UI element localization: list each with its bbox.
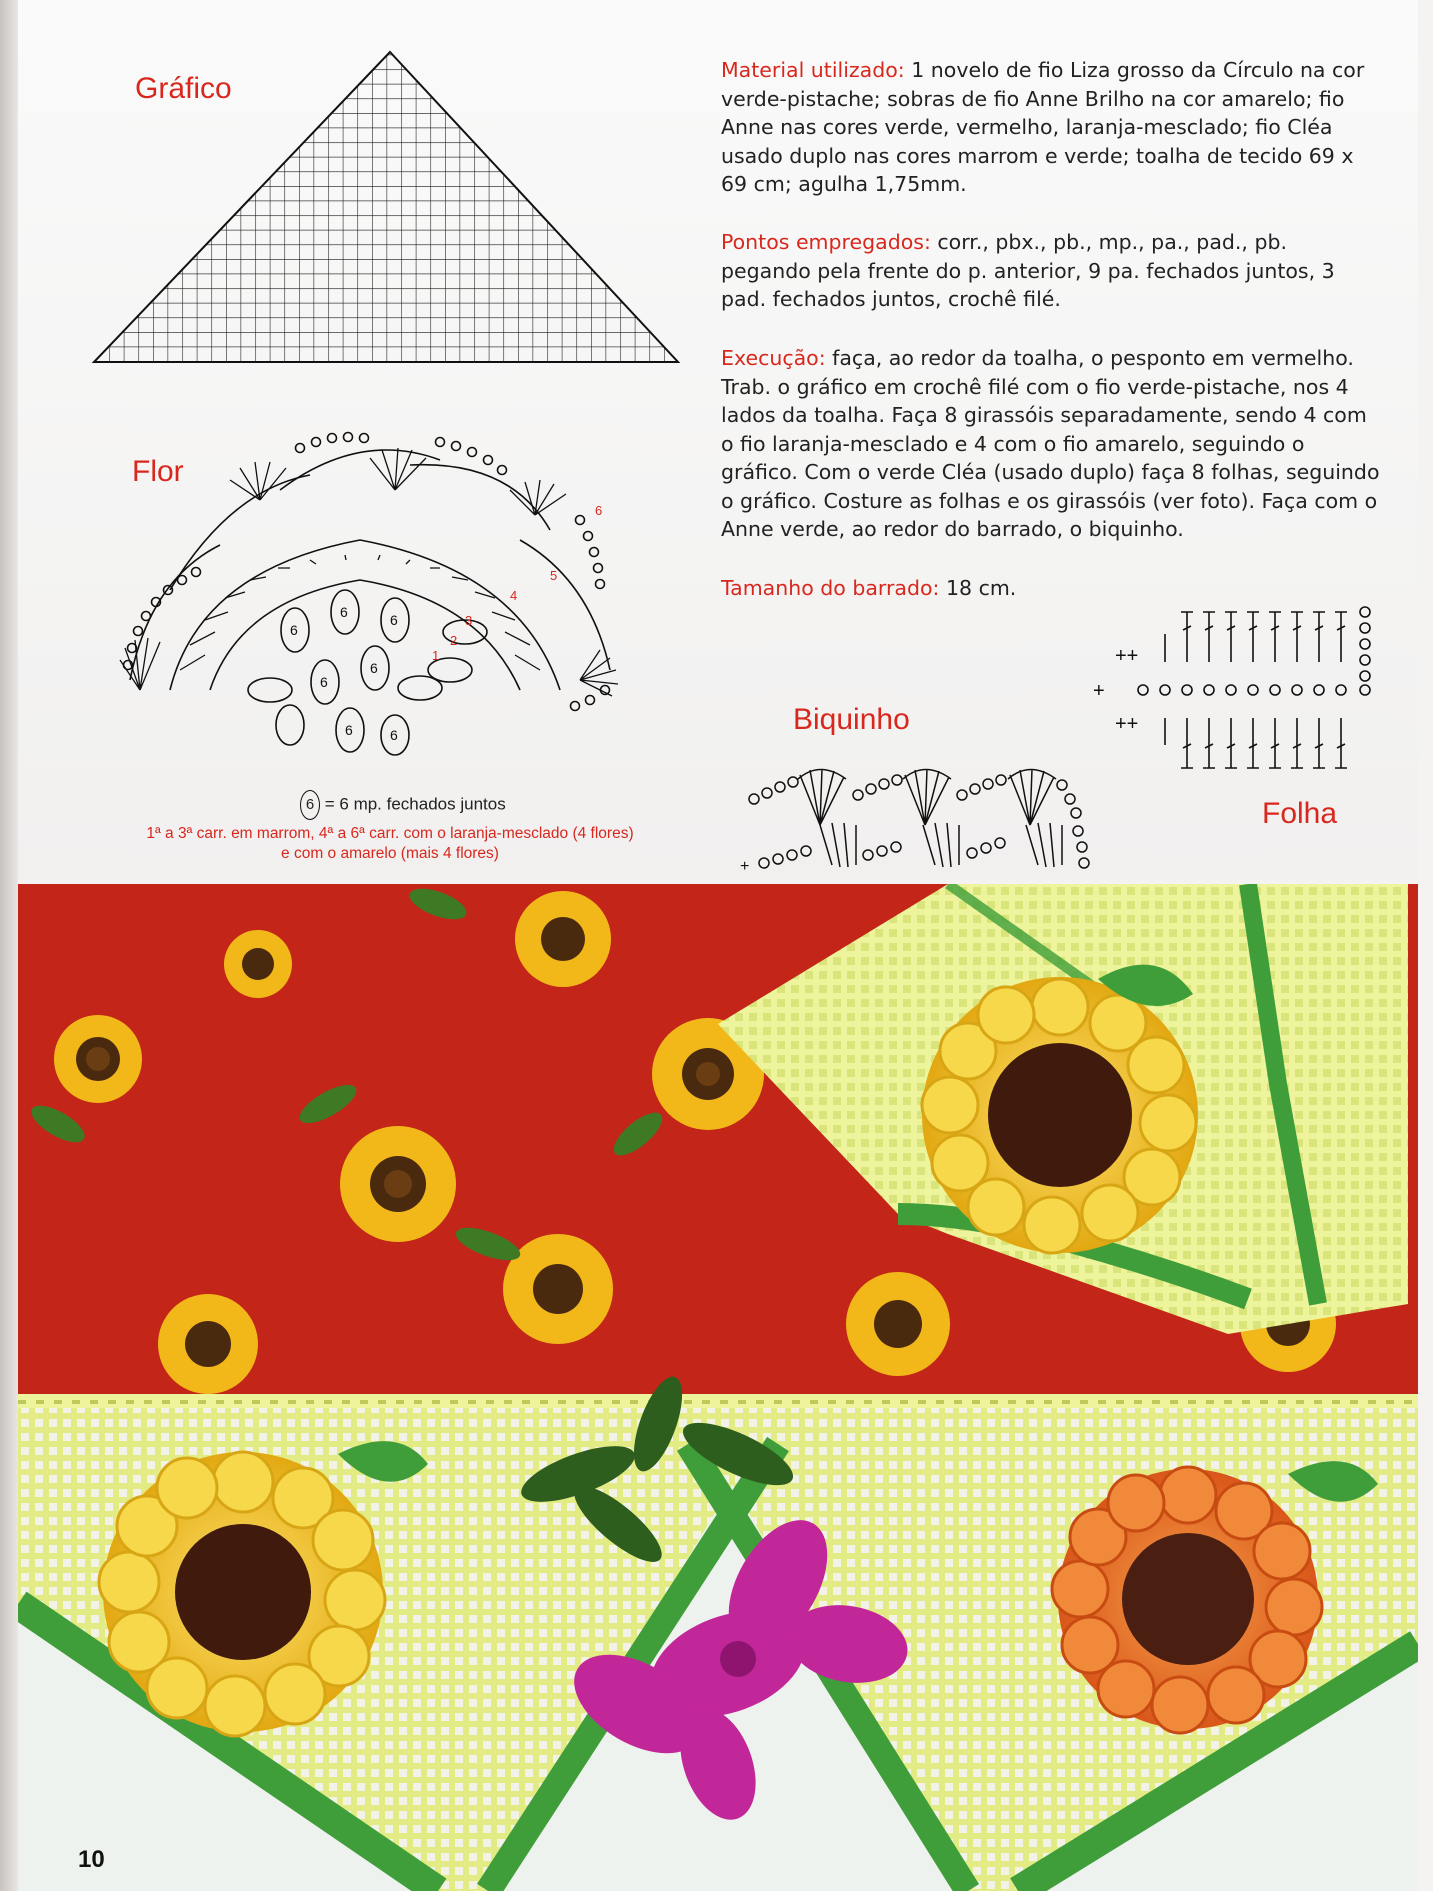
materials-paragraph [721,56,1381,199]
picot-edging-diagram [740,755,1140,880]
round-number-4: 4 [510,588,518,603]
materials-label: Material utilizado: [721,58,905,82]
execution-paragraph [721,344,1381,544]
page-number: 10 [78,1846,105,1873]
filet-grid-chart [80,40,700,380]
legend-oval-symbol: 6 [300,790,320,820]
svg-text:6: 6 [320,674,328,690]
svg-text:+: + [740,858,750,875]
round-number-6: 6 [595,503,603,518]
flower-stitch-diagram [110,420,670,790]
bobble-count: 6 [290,622,298,638]
svg-text:6: 6 [390,612,398,628]
size-paragraph [721,574,1381,603]
execution-label: Execução: [721,346,826,370]
size-text: 18 cm. [945,576,1017,600]
svg-text:6: 6 [390,727,398,743]
size-label: Tamanho do barrado: [721,576,940,600]
page-binding-edge [0,0,18,1891]
svg-text:+: + [1093,680,1105,702]
draped-yellow-sunflower [922,977,1198,1253]
svg-text:++: ++ [1115,713,1139,735]
stitches-text: corr., pbx., pb., mp., pa., pad., pb. pegando pela frente do p. anterior, 9 pa. fechados juntos, 3 pad. fechados juntos, crochê filé. [721,230,1335,311]
flower-note-line-2: e com o amarelo (mais 4 flores) [281,845,499,862]
round-number-2: 2 [450,633,458,648]
flor-heading: Flor [132,455,184,488]
svg-text:6: 6 [340,604,348,620]
round-number-1: 1 [432,648,440,663]
round-number-3: 3 [465,613,473,628]
round-number-5: 5 [550,568,558,583]
svg-text:6: 6 [370,660,378,676]
folha-heading: Folha [1262,797,1338,830]
biquinho-heading: Biquinho [793,703,910,736]
materials-text: 1 novelo de fio Liza grosso da Círculo na cor verde-pistache; sobras de fio Anne Brilho na cor amarelo; fio Anne nas cores verde, vermelho, laranja-mesclado; fio Cléa usado duplo nas cores marrom e verde; toalha de tecido 69 x 69 cm; agulha 1,75mm. [721,58,1365,196]
flower-color-note [95,824,685,864]
stitches-paragraph [721,228,1381,314]
tablecloth-photo [18,884,1418,1891]
svg-text:6: 6 [345,722,353,738]
grafico-heading: Gráfico [135,72,232,105]
leaf-stitch-diagram [1085,600,1385,780]
stitches-label: Pontos empregados: [721,230,931,254]
execution-text: faça, ao redor da toalha, o pesponto em vermelho. Trab. o gráfico em crochê filé com o fio verde-pistache, nos 4 lados da toalha. Faça 8 girassóis separadamente, sendo 4 com o fio laranja-mesclado e 4 com o fio amarelo, seguindo o gráfico. Com o verde Cléa (usado duplo) faça 8 folhas, seguindo o gráfico. Costure as folhas e os girassóis (ver foto). Faça com o Anne verde, ao redor do barrado, o biquinho. [721,346,1380,541]
flower-note-line-1: 1ª a 3ª carr. em marrom, 4ª a 6ª carr. com o laranja-mesclado (4 flores) [146,825,634,842]
svg-text:++: ++ [1115,645,1139,667]
legend-text: = 6 mp. fechados juntos [324,794,506,814]
flower-legend [300,790,506,820]
